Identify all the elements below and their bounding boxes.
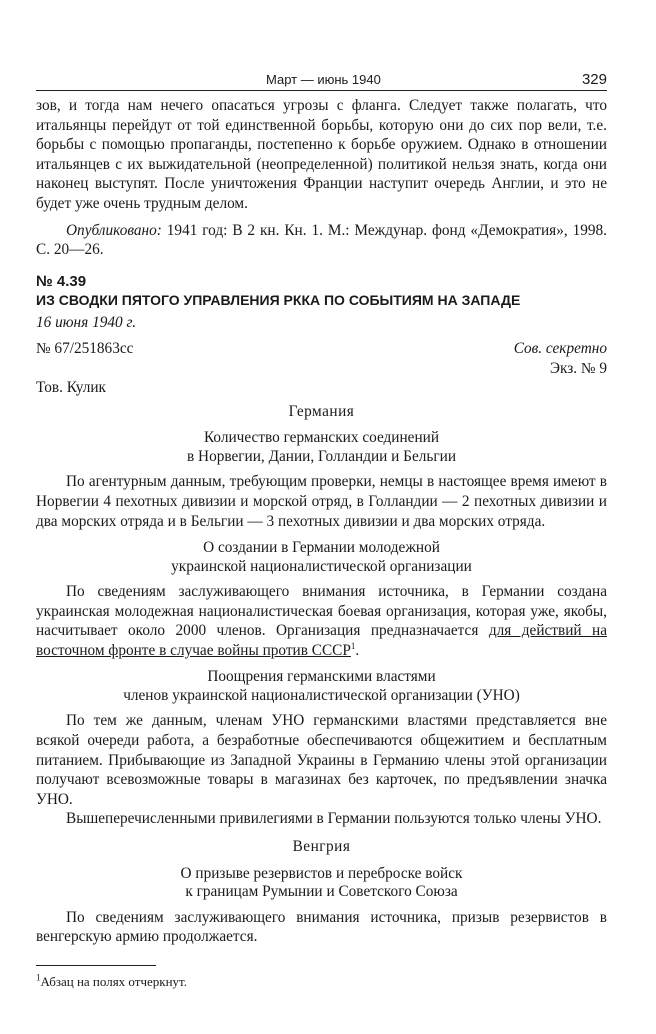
page-number: 329 (581, 71, 607, 88)
germany-subheading-2 (36, 539, 607, 576)
paragraph-text: По сведениям заслуживающего внимания источника, в Германии создана украинская молодежная националистическая боевая организация, которая уже, якобы, насчитывает около 2000 членов. Организация предназначается (36, 583, 607, 640)
publication-note (36, 221, 607, 260)
document-title: ИЗ СВОДКИ ПЯТОГО УПРАВЛЕНИЯ РККА ПО СОБЫТИЯМ НА ЗАПАДЕ (36, 292, 521, 309)
classification: Сов. секретно (513, 339, 607, 357)
germany-paragraph-2 (36, 582, 607, 660)
germany-paragraph-4: Вышеперечисленными привилегиями в Германии пользуются только члены УНО. (66, 810, 602, 828)
publication-text: 1941 год: В 2 кн. Кн. 1. М.: Междунар. фонд «Демократия», 1998. С. 20—26. (36, 221, 607, 259)
germany-subheading-1 (36, 429, 607, 466)
germany-subheading-3 (36, 668, 607, 705)
page-body (36, 96, 607, 991)
registration-number: № 67/251863сс (36, 339, 134, 357)
subheading-line: Количество германских соединений (203, 429, 440, 447)
running-title: Март — июнь 1940 (266, 72, 381, 87)
publication-label: Опубликовано: (66, 221, 162, 239)
footnote-divider (36, 965, 156, 966)
document-date: 16 июня 1940 г. (36, 314, 137, 332)
subheading-line: О создании в Германии молодежной (203, 539, 440, 557)
subheading-line: украинской националистической организации (171, 557, 472, 575)
footnote (36, 972, 607, 992)
running-header (36, 70, 607, 91)
subheading-line: членов украинской националистической организации (УНО) (123, 686, 520, 704)
subheading-line: Поощрения германскими властями (207, 668, 436, 686)
section-country-germany: Германия (288, 402, 355, 420)
copy-number: Экз. № 9 (549, 359, 607, 377)
hungary-paragraph-1: По сведениям заслуживающего внимания источника, призыв резервистов в венгерскую армию продолжается. (36, 908, 607, 946)
paragraph-end: . (355, 641, 360, 659)
subheading-line: в Норвегии, Дании, Голландии и Бельгии (186, 447, 457, 465)
subheading-line: О призыве резервистов и переброске войск (180, 864, 463, 882)
footnote-mark: 1 (36, 972, 41, 983)
germany-paragraph-3: По тем же данным, членам УНО германскими властями представляется вне всякой очереди работа, а безработные обеспечиваются общежитием и бесплатным питанием. Прибывающие из Западной Украины в Германию члены этой организации получают всевозможные товары в магазинах без карточек, по предъявлении значка УНО. (36, 712, 607, 808)
hungary-subheading-1 (36, 865, 607, 902)
subheading-line: к границам Румынии и Советского Союза (185, 883, 458, 901)
addressee: Тов. Кулик (36, 379, 106, 397)
continuation-paragraph: зов, и тогда нам нечего опасаться угрозы с фланга. Следует также полагать, что итальянцы перейдут от той единственной борьбы, которую они до сих пор вели, т.е. борьбы с помощью пропаганды, постепенно к борьбе оружием. Однако в отношении итальянцев с их выжидательной (неопределенной) политикой нельзя знать, когда они наконец выступят. После уничтожения Франции наступит очередь Англии, и это не будет уже очень трудным делом. (36, 97, 607, 212)
registration-row (36, 339, 607, 359)
document-number: № 4.39 (36, 272, 87, 290)
section-country-hungary: Венгрия (292, 838, 351, 856)
germany-paragraph-1: По агентурным данным, требующим проверки, немцы в настоящее время имеют в Норвегии 4 пехотных дивизии и морской отряд, в Голландии — 2 пехотных дивизии и два морских отряда и в Бельгии — 3 пехотных дивизии и два морских отряда. (36, 473, 607, 530)
footnote-reference: 1 (350, 640, 356, 651)
footnote-text: Абзац на полях отчеркнут. (40, 973, 187, 989)
underlined-text: для действий на восточном фронте в случае войны против СССР (36, 622, 607, 659)
